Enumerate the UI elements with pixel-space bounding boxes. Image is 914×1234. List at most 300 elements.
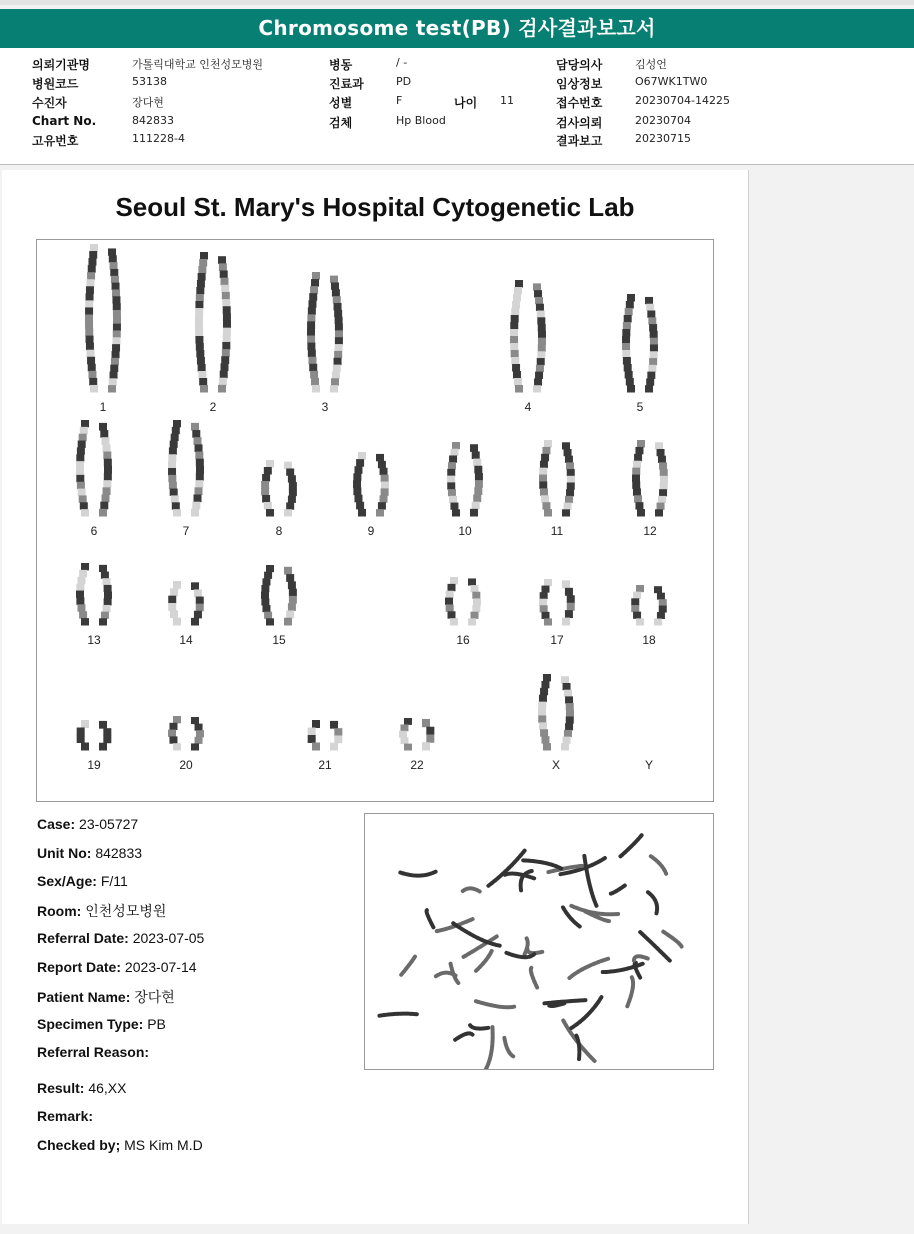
chromosome-band: [196, 343, 204, 351]
chromosome-band: [378, 502, 386, 509]
chromosome-band: [452, 442, 460, 449]
chromosome-band: [219, 263, 227, 271]
chromosome-band: [222, 342, 230, 350]
chromosome-band: [623, 322, 631, 330]
chromosome-homolog: [470, 444, 483, 516]
chromosome-homolog: [538, 674, 551, 751]
chromosome-band: [112, 344, 120, 351]
chromosome-band: [312, 743, 320, 751]
chromosome-label: 16: [456, 633, 470, 647]
chromosome-band: [562, 580, 570, 588]
chromosome-band: [192, 430, 200, 438]
chromosome-band: [195, 452, 203, 460]
chromosome-band: [474, 466, 482, 474]
chromosome-band: [286, 610, 294, 618]
chromosome-band: [261, 481, 269, 489]
case-label: Case:: [37, 816, 76, 832]
label-unique-no: 고유번호: [32, 134, 79, 148]
metaphase-chromosome: [576, 1036, 579, 1059]
chromosome-band: [113, 303, 121, 310]
chromosome-band: [544, 579, 552, 586]
unit-line: [37, 845, 142, 861]
label-doctor: 담당의사: [556, 58, 603, 72]
chromosome-band: [474, 487, 482, 495]
chromosome-band: [173, 509, 181, 516]
chromosome-band: [168, 596, 176, 604]
chromosome-homolog: [447, 442, 460, 517]
label-sex: 성별: [329, 96, 353, 110]
metaphase-spread-image: [365, 814, 713, 1069]
metaphase-chromosome: [453, 923, 499, 945]
chromosome-band: [658, 456, 666, 463]
chromosome-band: [196, 350, 204, 358]
chromosome-band: [354, 495, 362, 503]
chromosome-band: [635, 447, 643, 454]
chromosome-band: [514, 378, 522, 386]
chromosome-band: [112, 351, 120, 358]
chromosome-band: [77, 482, 85, 489]
chromosome-band: [561, 743, 569, 750]
chromosome-band: [376, 454, 384, 461]
chromosome-band: [195, 329, 203, 337]
label-request-date: 검사의뢰: [556, 116, 603, 130]
chromosome-band: [79, 570, 87, 577]
chromosome-band: [173, 716, 181, 723]
chromosome-band: [448, 489, 456, 496]
chromosome-band: [358, 452, 366, 460]
metaphase-chromosome: [648, 892, 657, 913]
chromosome-band: [634, 454, 642, 461]
chromosome-band: [223, 335, 231, 343]
chromosome-band: [262, 495, 270, 503]
chromosome-band: [561, 676, 569, 683]
chromosome-band: [659, 489, 667, 496]
specimen-type-line: [37, 1016, 166, 1032]
chromosome-band: [660, 476, 668, 483]
chromosome-homolog: [445, 577, 458, 626]
chromosome-band: [536, 304, 544, 311]
chromosome-band: [76, 468, 84, 475]
chromosome-band: [565, 610, 573, 618]
chromosome-band: [196, 287, 204, 295]
chromosome-band: [99, 565, 107, 572]
chromosome-band: [564, 503, 572, 510]
referral-date-label: Referral Date:: [37, 930, 129, 946]
chromosome-label: 15: [272, 633, 286, 647]
chromosome-band: [634, 495, 642, 502]
chromosome-band: [564, 690, 572, 697]
chromosome-band: [334, 358, 342, 365]
chromosome-band: [567, 603, 575, 611]
chromosome-band: [472, 502, 480, 510]
chromosome-band: [196, 466, 204, 474]
chromosome-label: 17: [550, 633, 564, 647]
specimen-type-value: PB: [147, 1016, 166, 1032]
chromosome-band: [646, 304, 654, 311]
chromosome-band: [448, 611, 456, 618]
chromosome-band: [199, 378, 207, 386]
sexage-label: Sex/Age:: [37, 873, 97, 889]
chromosome-band: [450, 449, 458, 456]
chromosome-band: [196, 459, 204, 467]
chromosome-band: [540, 461, 548, 468]
chromosome-homolog: [655, 442, 668, 516]
chromosome-band: [660, 482, 668, 489]
karyogram-image: [37, 240, 713, 801]
chromosome-band: [658, 496, 666, 503]
chromosome-band: [376, 509, 384, 516]
chromosome-homolog: [468, 578, 481, 625]
chromosome-band: [172, 427, 180, 434]
chromosome-band: [627, 385, 635, 393]
chromosome-band: [99, 721, 107, 729]
chromosome-band: [88, 364, 96, 372]
chromosome-band: [563, 737, 571, 744]
chromosome-band: [449, 455, 457, 462]
label-hospital-code: 병원코드: [32, 77, 79, 91]
chromosome-label: 9: [367, 524, 375, 538]
label-chart-no: Chart No.: [32, 114, 97, 128]
chromosome-band: [543, 743, 551, 750]
chromosome-band: [77, 447, 85, 454]
chromosome-band: [472, 605, 480, 612]
value-doctor: 김성언: [635, 58, 667, 71]
checked-by-line: [37, 1137, 203, 1153]
chromosome-band: [168, 454, 176, 461]
chromosome-band: [645, 385, 653, 392]
chromosome-band: [565, 456, 573, 463]
chromosome-band: [171, 495, 179, 502]
chromosome-band: [470, 444, 478, 452]
chromosome-band: [565, 588, 573, 596]
chromosome-homolog: [539, 440, 552, 517]
chromosome-band: [79, 434, 87, 441]
label-patient: 수진자: [32, 96, 67, 110]
unit-label: Unit No:: [37, 845, 92, 861]
chromosome-band: [334, 310, 342, 317]
chromosome-band: [544, 440, 552, 447]
chromosome-band: [645, 297, 653, 304]
metaphase-chromosome: [455, 1033, 472, 1039]
chromosome-band: [81, 720, 89, 728]
chromosome-band: [649, 324, 657, 331]
chromosome-band: [223, 306, 231, 314]
label-report-date: 결과보고: [556, 134, 603, 148]
chromosome-band: [447, 469, 455, 476]
chromosome-band: [264, 612, 272, 619]
header-row: [0, 132, 914, 149]
chromosome-band: [473, 459, 481, 467]
unit-value: 842833: [95, 845, 143, 861]
report-page: [2, 170, 749, 1224]
chromosome-band: [195, 444, 203, 452]
chromosome-band: [88, 371, 96, 379]
chromosome-band: [472, 592, 480, 599]
chromosome-band: [86, 350, 94, 358]
chromosome-band: [540, 488, 548, 495]
chromosome-band: [101, 612, 109, 619]
chromosome-band: [542, 447, 550, 454]
label-specimen: 검체: [329, 116, 353, 130]
chromosome-band: [170, 441, 178, 448]
chromosome-homolog: [510, 280, 523, 393]
chromosome-band: [200, 385, 208, 393]
label-accession-no: 접수번호: [556, 96, 603, 110]
remark-line: [37, 1108, 93, 1124]
chromosome-band: [543, 674, 551, 681]
chromosome-band: [169, 736, 177, 743]
value-accession-no: 20230704-14225: [635, 94, 730, 107]
chromosome-label: 1: [99, 400, 107, 414]
chromosome-band: [446, 604, 454, 611]
chromosome-band: [198, 371, 206, 379]
chromosome-band: [631, 605, 639, 612]
chromosome-band: [195, 737, 203, 744]
chromosome-band: [104, 459, 112, 467]
chromosome-band: [539, 695, 547, 702]
chromosome-band: [637, 440, 645, 447]
result-label: Result:: [37, 1080, 85, 1096]
chromosome-band: [195, 308, 203, 316]
chromosome-band: [330, 721, 338, 729]
chromosome-band: [312, 720, 320, 728]
label-department: 진료과: [329, 77, 364, 91]
value-ward: / -: [396, 56, 408, 69]
chromosome-band: [539, 599, 547, 606]
chromosome-band: [330, 276, 338, 283]
chromosome-label: 18: [642, 633, 656, 647]
chromosome-band: [541, 681, 549, 688]
chromosome-band: [540, 592, 548, 599]
metaphase-chromosome: [611, 885, 625, 893]
chromosome-band: [101, 572, 109, 579]
checked-by-value: MS Kim M.D: [124, 1137, 203, 1153]
chromosome-band: [566, 462, 574, 469]
chromosome-band: [88, 265, 96, 273]
chromosome-band: [473, 494, 481, 502]
chromosome-band: [288, 475, 296, 482]
chromosome-homolog: [308, 720, 320, 751]
chromosome-band: [197, 280, 205, 288]
chromosome-band: [80, 427, 88, 434]
chromosome-homolog: [108, 248, 121, 392]
chromosome-band: [331, 282, 339, 289]
chromosome-band: [198, 364, 206, 372]
label-ward: 병동: [329, 58, 353, 72]
value-age: 11: [500, 94, 514, 107]
value-specimen: Hp Blood: [396, 114, 446, 127]
chromosome-band: [99, 509, 107, 517]
chromosome-band: [90, 244, 98, 252]
chromosome-band: [622, 343, 630, 351]
chromosome-band: [334, 728, 342, 736]
value-sex: F: [396, 94, 403, 107]
chromosome-band: [104, 466, 112, 474]
chromosome-band: [566, 703, 574, 710]
value-report-date: 20230715: [635, 132, 691, 145]
chromosome-band: [632, 468, 640, 475]
chromosome-band: [102, 495, 110, 503]
chromosome-band: [475, 480, 483, 488]
chromosome-band: [310, 286, 318, 294]
chromosome-band: [512, 364, 520, 372]
metaphase-chromosome: [663, 932, 681, 947]
chromosome-band: [472, 451, 480, 459]
value-requesting-institution: 가톨릭대학교 인천성모병원: [132, 58, 264, 71]
referral-reason-label: Referral Reason:: [37, 1044, 150, 1060]
chromosome-band: [222, 349, 230, 357]
chromosome-homolog: [76, 563, 89, 626]
karyogram-panel: [36, 239, 714, 802]
chromosome-label: 14: [179, 633, 193, 647]
chromosome-band: [567, 595, 575, 603]
chromosome-band: [565, 496, 573, 503]
metaphase-chromosome: [571, 906, 618, 915]
chromosome-band: [510, 322, 518, 330]
chromosome-band: [332, 371, 340, 378]
chromosome-band: [307, 314, 315, 322]
chromosome-band: [86, 293, 94, 301]
chromosome-band: [261, 598, 269, 605]
chromosome-band: [335, 317, 343, 324]
chromosome-band: [400, 724, 408, 731]
case-value: 23-05727: [79, 816, 139, 832]
report-header: [0, 48, 914, 165]
chromosome-band: [191, 743, 199, 750]
chromosome-band: [626, 301, 634, 309]
header-row: [0, 94, 914, 111]
chromosome-homolog: [191, 717, 204, 750]
room-label: Room:: [37, 903, 82, 919]
chromosome-band: [310, 371, 318, 379]
chromosome-homolog: [539, 579, 552, 626]
chromosome-band: [648, 365, 656, 372]
label-age: 나이: [454, 96, 478, 110]
chromosome-band: [659, 606, 667, 613]
chromosome-homolog: [168, 581, 181, 626]
checked-by-label: Checked by;: [37, 1137, 121, 1153]
chromosome-band: [624, 364, 632, 372]
chromosome-band: [77, 604, 85, 611]
chromosome-homolog: [399, 718, 412, 751]
chromosome-band: [308, 735, 316, 743]
chromosome-homolog: [632, 440, 645, 517]
chromosome-homolog: [622, 294, 635, 393]
chromosome-band: [632, 481, 640, 488]
chromosome-band: [647, 311, 655, 318]
chromosome-band: [353, 488, 361, 496]
chromosome-band: [223, 328, 231, 336]
chromosome-label: 2: [209, 400, 217, 414]
chromosome-band: [426, 727, 434, 735]
chromosome-band: [102, 437, 110, 445]
chromosome-band: [221, 278, 229, 286]
chromosome-band: [264, 572, 272, 579]
chromosome-band: [103, 480, 111, 488]
chromosome-band: [539, 468, 547, 475]
chromosome-band: [404, 718, 412, 725]
chromosome-band: [471, 612, 479, 619]
chromosome-band: [191, 582, 199, 590]
metaphase-chromosome: [627, 977, 633, 1006]
chromosome-band: [113, 330, 121, 337]
chromosome-band: [564, 730, 572, 737]
referral-date-value: 2023-07-05: [132, 930, 205, 946]
chromosome-band: [221, 356, 229, 364]
chromosome-band: [113, 310, 121, 317]
chromosome-band: [632, 475, 640, 482]
chromosome-band: [108, 248, 116, 255]
chromosome-band: [659, 462, 667, 469]
chromosome-band: [199, 259, 207, 267]
chromosome-band: [223, 321, 231, 329]
chromosome-band: [450, 618, 458, 625]
chromosome-band: [81, 563, 89, 570]
sexage-line: [37, 873, 128, 889]
top-border: [0, 0, 914, 5]
chromosome-band: [450, 577, 458, 584]
metaphase-chromosome: [620, 835, 642, 857]
chromosome-band: [335, 324, 343, 331]
chromosome-band: [566, 489, 574, 496]
chromosome-band: [100, 502, 108, 510]
chromosome-band: [79, 495, 87, 502]
chromosome-band: [541, 454, 549, 461]
chromosome-band: [468, 578, 476, 585]
chromosome-band: [646, 378, 654, 385]
chromosome-band: [195, 724, 203, 731]
chromosome-band: [288, 581, 296, 589]
chromosome-band: [633, 461, 641, 468]
chromosome-band: [538, 709, 546, 716]
value-request-date: 20230704: [635, 114, 691, 127]
chromosome-band: [169, 482, 177, 489]
chromosome-band: [471, 585, 479, 592]
chromosome-band: [567, 476, 575, 483]
chromosome-band: [533, 283, 541, 290]
chromosome-band: [111, 276, 119, 283]
chromosome-band: [535, 297, 543, 304]
metaphase-chromosome: [531, 968, 538, 989]
chromosome-band: [264, 467, 272, 475]
chromosome-band: [195, 336, 203, 344]
chromosome-band: [110, 365, 118, 372]
chromosome-band: [172, 502, 180, 509]
chromosome-band: [286, 468, 294, 475]
chromosome-band: [86, 286, 94, 294]
chromosome-label: 22: [410, 758, 424, 772]
chromosome-band: [404, 744, 412, 751]
chromosome-band: [381, 475, 389, 482]
metaphase-chromosome: [634, 956, 648, 960]
metaphase-chromosome: [524, 938, 528, 955]
chromosome-band: [654, 619, 662, 626]
chromosome-band: [112, 289, 120, 296]
chromosome-band: [168, 603, 176, 611]
chromosome-homolog: [376, 454, 389, 517]
chromosome-band: [562, 618, 570, 626]
case-line: [37, 816, 138, 832]
chromosome-band: [266, 460, 274, 468]
chromosome-band: [191, 423, 199, 431]
referral-reason-line: [37, 1044, 149, 1060]
chromosome-band: [220, 371, 228, 379]
chromosome-band: [312, 272, 320, 280]
chromosome-band: [470, 509, 478, 517]
chromosome-band: [657, 503, 665, 510]
chromosome-band: [262, 605, 270, 612]
chromosome-band: [113, 317, 121, 324]
